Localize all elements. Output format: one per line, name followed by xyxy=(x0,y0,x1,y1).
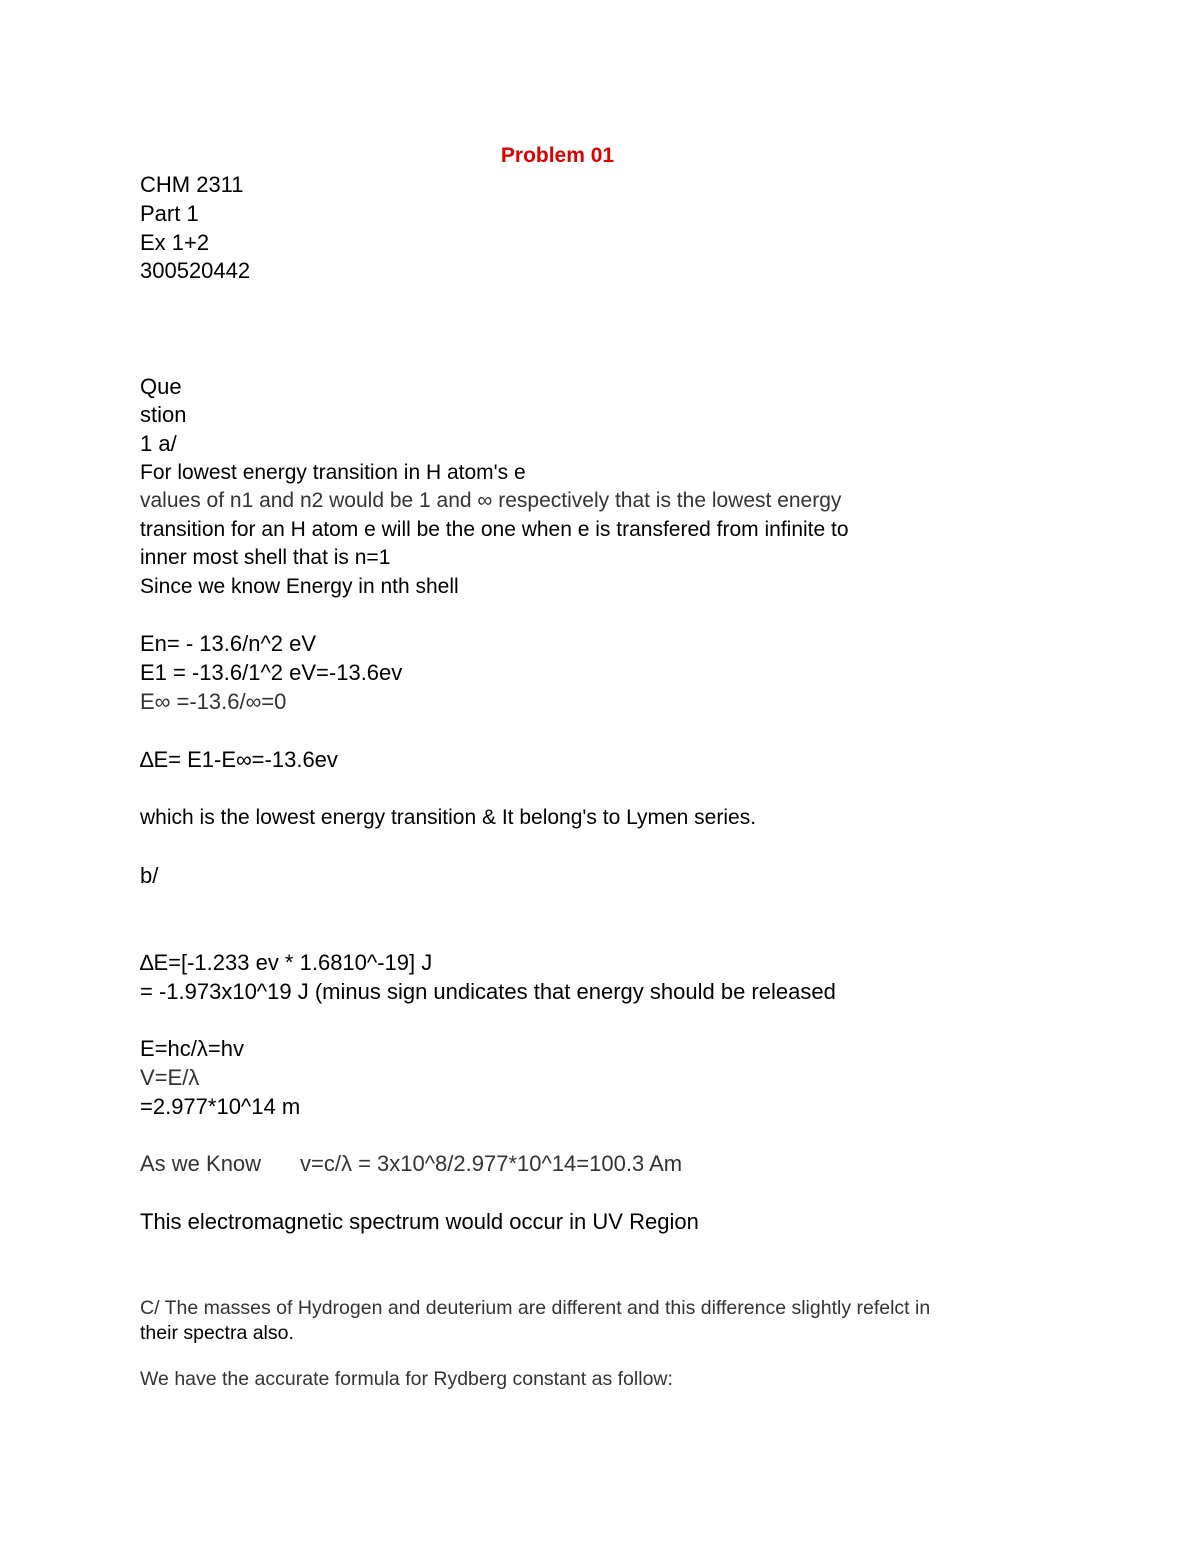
delta-energy-equation: ∆E= E1-E∞=-13.6ev xyxy=(140,747,338,772)
part-number: Part 1 xyxy=(140,201,199,226)
part-b-equation: E=hc/λ=hv xyxy=(140,1036,244,1061)
part-b-conclusion: This electromagnetic spectrum would occur in UV Region xyxy=(140,1209,699,1234)
course-code: CHM 2311 xyxy=(140,172,244,197)
question-label-part1: Que xyxy=(140,374,182,399)
part-b-equation: =2.977*10^14 m xyxy=(140,1094,301,1119)
part-b-equation: = -1.973x10^19 J (minus sign undicates that energy should be released xyxy=(140,979,836,1004)
part-b-label: b/ xyxy=(140,863,159,888)
question-label-part2: stion xyxy=(140,402,187,427)
part-c-text-line: their spectra also. xyxy=(140,1322,294,1344)
part-a-text-line: Since we know Energy in nth shell xyxy=(140,575,459,598)
document-title: Problem 01 xyxy=(500,144,615,167)
energy-equation: E∞ =-13.6/∞=0 xyxy=(140,689,287,714)
part-b-equation: V=E/λ xyxy=(140,1065,200,1090)
student-id: 300520442 xyxy=(140,258,251,283)
part-c-text-line: C/ The masses of Hydrogen and deuterium are different and this difference slightly refelct in xyxy=(140,1297,931,1319)
part-a-text-line: transition for an H atom e will be the one when e is transfered from infinite to xyxy=(140,518,849,541)
as-we-know-label: As we Know xyxy=(140,1151,262,1176)
part-a-text-line: values of n1 and n2 would be 1 and ∞ respectively that is the lowest energy xyxy=(140,489,842,512)
part-a-text-line: inner most shell that is n=1 xyxy=(140,546,391,569)
exercise-number: Ex 1+2 xyxy=(140,230,210,255)
energy-equation: En= - 13.6/n^2 eV xyxy=(140,631,317,656)
frequency-equation: v=c/λ = 3x10^8/2.977*10^14=100.3 Am xyxy=(300,1151,683,1176)
part-c-text-line: We have the accurate formula for Rydberg constant as follow: xyxy=(140,1368,673,1390)
part-a-conclusion: which is the lowest energy transition & It belong's to Lymen series. xyxy=(140,806,757,829)
part-a-text-line: For lowest energy transition in H atom's e xyxy=(140,461,526,484)
part-b-equation: ∆E=[-1.233 ev * 1.6810^-19] J xyxy=(140,950,433,975)
part-a-label: 1 a/ xyxy=(140,431,177,456)
energy-equation: E1 = -13.6/1^2 eV=-13.6ev xyxy=(140,660,403,685)
